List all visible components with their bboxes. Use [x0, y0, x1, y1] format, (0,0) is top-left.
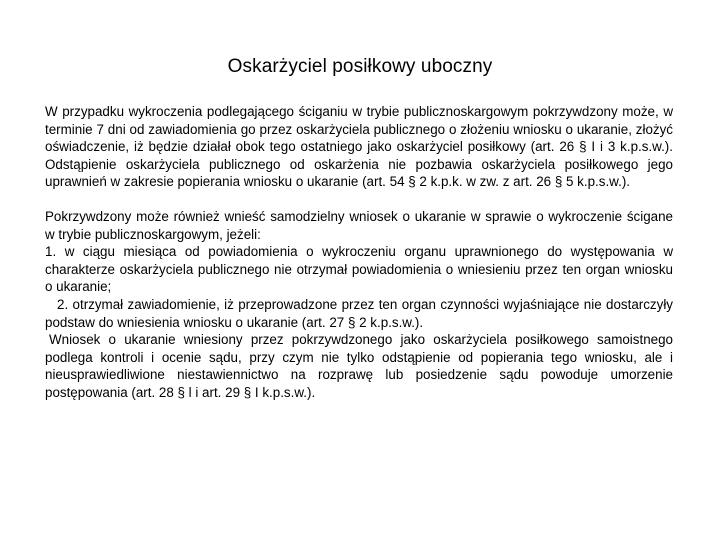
- slide-body: [45, 103, 673, 402]
- paragraph-intro: W przypadku wykroczenia podlegającego ściganiu w trybie publicznoskargowym pokrzywdzony może, w terminie 7 dni od zawiadomienia go przez oskarżyciela publicznego o złożeniu wniosku o ukaranie, złożyć oświadczenie, iż będzie działał obok tego ostatniego jako oskarżyciel posiłkowy (art. 26 § I i 3 k.p.s.w.). Odstąpienie oskarżyciela publicznego od oskarżenia nie pozbawia oskarżyciela posiłkowego jego uprawnień w zakresie popierania wniosku o ukaranie (art. 54 § 2 k.p.k. w zw. z art. 26 § 5 k.p.s.w.).: [45, 104, 673, 190]
- paragraph-conclusion: Wniosek o ukaranie wniesiony przez pokrzywdzonego jako oskarżyciela posiłkowego samoistnego podlega kontroli i ocenie sądu, przy czym nie tylko odstąpienie od popierania tego wniosku, ale i nieusprawiedliwione niestawiennictwo na rozprawę lub posiedzenie sądu powoduje umorzenie postępowania (art. 28 § l i art. 29 § I k.p.s.w.).: [45, 332, 673, 400]
- paragraph-conditions-lead: Pokrzywdzony może również wnieść samodzielny wniosek o ukaranie w sprawie o wykroczenie ścigane w trybie publicznoskargowym, jeżeli:: [45, 208, 673, 242]
- paragraph-condition-1: 1. w ciągu miesiąca od powiadomienia o wykroczeniu organu uprawnionego do występowania w charakterze oskarżyciela publicznego nie otrzymał powiadomienia o wniesieniu przez ten organ wniosku o ukaranie;: [45, 244, 673, 295]
- paragraph-condition-2: 2. otrzymał zawiadomienie, iż przeprowadzone przez ten organ czynności wyjaśniające nie dostarczyły podstaw do wniesienia wniosku o ukaranie (art. 27 § 2 k.p.s.w.).: [45, 296, 673, 330]
- slide-title: Oskarżyciel posiłkowy uboczny: [227, 56, 493, 77]
